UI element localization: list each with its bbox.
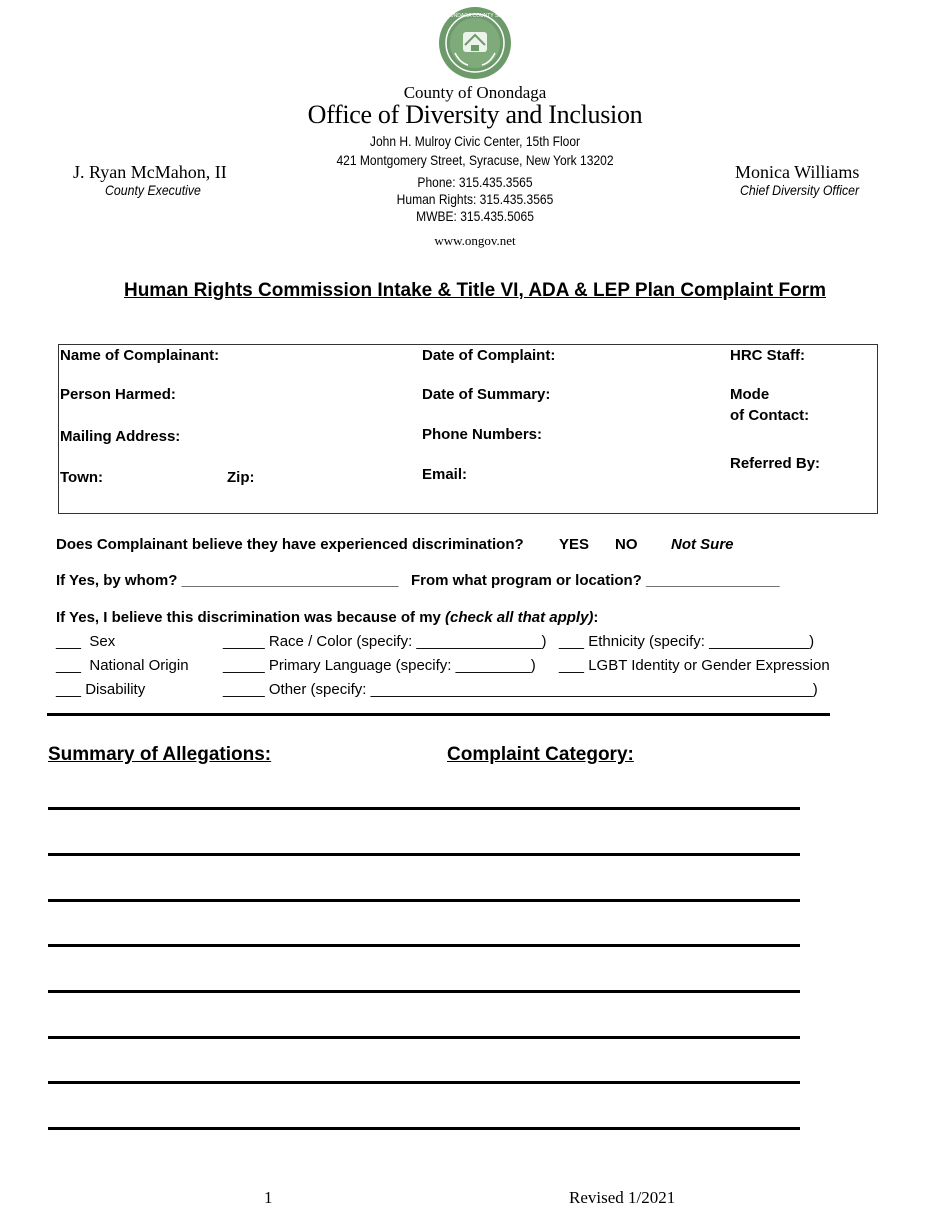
- discrimination-question: Does Complainant believe they have experienced discrimination?: [56, 536, 524, 553]
- phone-number: Phone: 315.435.3565: [417, 174, 533, 190]
- option-sex[interactable]: ___ Sex: [56, 633, 116, 650]
- no-option[interactable]: NO: [615, 536, 638, 553]
- complaint-category-heading: Complaint Category:: [447, 744, 634, 765]
- revision-date: Revised 1/2021: [569, 1188, 676, 1207]
- county-name: County of Onondaga: [403, 83, 547, 102]
- summary-line[interactable]: [48, 944, 800, 947]
- date-of-complaint-label: Date of Complaint:: [422, 347, 556, 364]
- summary-of-allegations-heading: Summary of Allegations:: [48, 744, 272, 765]
- option-disability[interactable]: ___ Disability: [56, 681, 146, 698]
- person-harmed-label: Person Harmed:: [60, 386, 176, 403]
- zip-label: Zip:: [227, 469, 255, 486]
- website-link[interactable]: www.ongov.net: [434, 233, 516, 248]
- discrimination-reason-prompt: [56, 609, 598, 626]
- address-line-1: John H. Mulroy Civic Center, 15th Floor: [369, 133, 581, 149]
- of-contact-label: of Contact:: [730, 407, 810, 424]
- section-divider: [47, 713, 830, 716]
- summary-line[interactable]: [48, 1127, 800, 1130]
- diversity-officer-name: Monica Williams: [735, 162, 860, 182]
- seal-text: ONONDAGA COUNTY SEAL: [442, 13, 508, 19]
- by-whom-field[interactable]: If Yes, by whom? __________________________: [56, 572, 399, 589]
- not-sure-option[interactable]: Not Sure: [671, 536, 734, 553]
- reason-prompt-italic: (check all that apply): [445, 609, 594, 626]
- email-label: Email:: [422, 466, 468, 483]
- mwbe-phone: MWBE: 315.435.5065: [416, 208, 534, 224]
- program-location-field[interactable]: From what program or location? ________________: [411, 572, 780, 589]
- county-executive-title: County Executive: [105, 182, 201, 198]
- summary-line[interactable]: [48, 853, 800, 856]
- name-of-complainant-label: Name of Complainant:: [60, 347, 220, 364]
- option-race-color[interactable]: _____ Race / Color (specify: _______________): [223, 633, 547, 650]
- mode-label: Mode: [730, 386, 770, 403]
- yes-option[interactable]: YES: [559, 536, 590, 553]
- county-executive-name: J. Ryan McMahon, II: [73, 162, 227, 182]
- page-number: 1: [264, 1188, 273, 1207]
- form-title: Human Rights Commission Intake & Title VI, ADA & LEP Plan Complaint Form: [123, 280, 827, 301]
- address-line-2: 421 Montgomery Street, Syracuse, New York 13202: [336, 152, 614, 168]
- reason-prompt-text: If Yes, I believe this discrimination was because of my: [56, 609, 446, 626]
- option-primary-language[interactable]: _____ Primary Language (specify: _________): [223, 657, 536, 674]
- summary-line[interactable]: [48, 1081, 800, 1084]
- option-ethnicity[interactable]: ___ Ethnicity (specify: ____________): [559, 633, 815, 650]
- option-lgbt[interactable]: ___ LGBT Identity or Gender Expression: [559, 657, 830, 674]
- reason-prompt-colon: :: [593, 609, 599, 626]
- diversity-officer-title: Chief Diversity Officer: [740, 182, 860, 198]
- date-of-summary-label: Date of Summary:: [422, 386, 551, 403]
- town-label: Town:: [60, 469, 104, 486]
- summary-line[interactable]: [48, 1036, 800, 1039]
- summary-line[interactable]: [48, 990, 800, 993]
- summary-line[interactable]: [48, 807, 800, 810]
- county-seal-logo: [438, 5, 512, 81]
- human-rights-phone: Human Rights: 315.435.3565: [396, 191, 554, 207]
- option-other[interactable]: _____ Other (specify: _____________________________________________________): [223, 681, 818, 698]
- mailing-address-label: Mailing Address:: [60, 428, 181, 445]
- referred-by-label: Referred By:: [730, 455, 821, 472]
- option-national-origin[interactable]: ___ National Origin: [56, 657, 189, 674]
- office-name: Office of Diversity and Inclusion: [307, 100, 643, 129]
- phone-numbers-label: Phone Numbers:: [422, 426, 543, 443]
- summary-line[interactable]: [48, 899, 800, 902]
- hrc-staff-label: HRC Staff:: [730, 347, 805, 364]
